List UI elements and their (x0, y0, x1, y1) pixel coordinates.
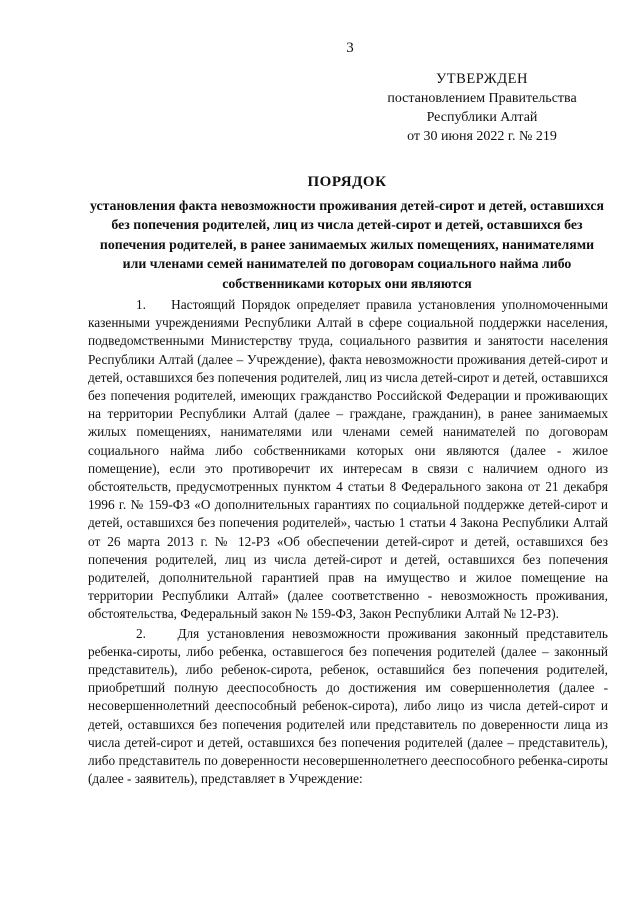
approval-line-date: от 30 июня 2022 г. № 219 (407, 129, 557, 144)
document-title: ПОРЯДОК (307, 174, 387, 190)
approval-line-republic: Республики Алтай (426, 110, 538, 125)
document-body (88, 296, 608, 788)
approval-stamp-block (367, 70, 597, 146)
approval-line-resolution: постановлением Правительства (387, 91, 577, 106)
document-title-block (90, 173, 604, 293)
paragraph-1: 1. Настоящий Порядок определяет правила установления уполномоченными казенными учреждениями Республики Алтай в сфере социальной поддержки населения, подведомственными Министерству труда, социального развития и занятости населения Республики Алтай (далее – Учреждение), факта невозможности проживания детей-сирот и детей, оставшихся без попечения родителей, лиц из числа детей-сирот и детей, оставшихся без попечения родителей, имеющих гражданство Российской Федерации и проживающих на территории Республики Алтай (далее – граждане, гражданин), в ранее занимаемых жилых помещениях, нанимателями или членами семей нанимателей по договорам социального найма либо собственниками которых они являются (далее - жилое помещение), если это противоречит их интересам в связи с наличием одного из обстоятельств, предусмотренных пунктом 4 статьи 8 Федерального закона от 21 декабря 1996 г. № 159-ФЗ «О дополнительных гарантиях по социальной поддержке детей-сирот и детей, оставшихся без попечения родителей», частью 1 статьи 4 Закона Республики Алтай от 26 марта 2013 г. № 12-РЗ «Об обеспечении детей-сирот и детей, оставшихся без попечения родителей, лиц из числа детей-сирот и детей, оставшихся без попечения родителей, дополнительной гарантией прав на имущество и жилое помещение на территории Республики Алтай» (далее соответственно - невозможность проживания, обстоятельства, Федеральный закон № 159-ФЗ, Закон Республики Алтай № 12-РЗ). (88, 297, 608, 622)
paragraph-2: 2. Для установления невозможности проживания законный представитель ребенка-сироты, либо ребенка, оставшегося без попечения родителей (далее – законный представитель), либо ребенок-сирота, ребенок, оставшийся без попечения родителей, приобретший полную дееспособность до достижения им совершеннолетия (далее - несовершеннолетний дееспособный ребенок-сирота), либо лицо из числа детей-сирот и детей, оставшихся без попечения родителей или представитель по доверенности лица из числа детей-сирот и детей, оставшихся без попечения родителей (далее – представитель), либо представитель по доверенности несовершеннолетнего дееспособного ребенка-сироты (далее - заявитель), представляет в Учреждение: (88, 625, 608, 787)
approval-heading: УТВЕРЖДЕН (436, 71, 528, 87)
page-number: 3 (346, 40, 354, 56)
document-subtitle: установления факта невозможности проживания детей-сирот и детей, оставшихся без попечения родителей, лиц из числа детей-сирот и детей, оставшихся без попечения родителей, в ранее занимаемых жилых помещениях, нанимателями или членами семей нанимателей по договорам социального найма либо собственниками которых они являются (90, 197, 604, 291)
